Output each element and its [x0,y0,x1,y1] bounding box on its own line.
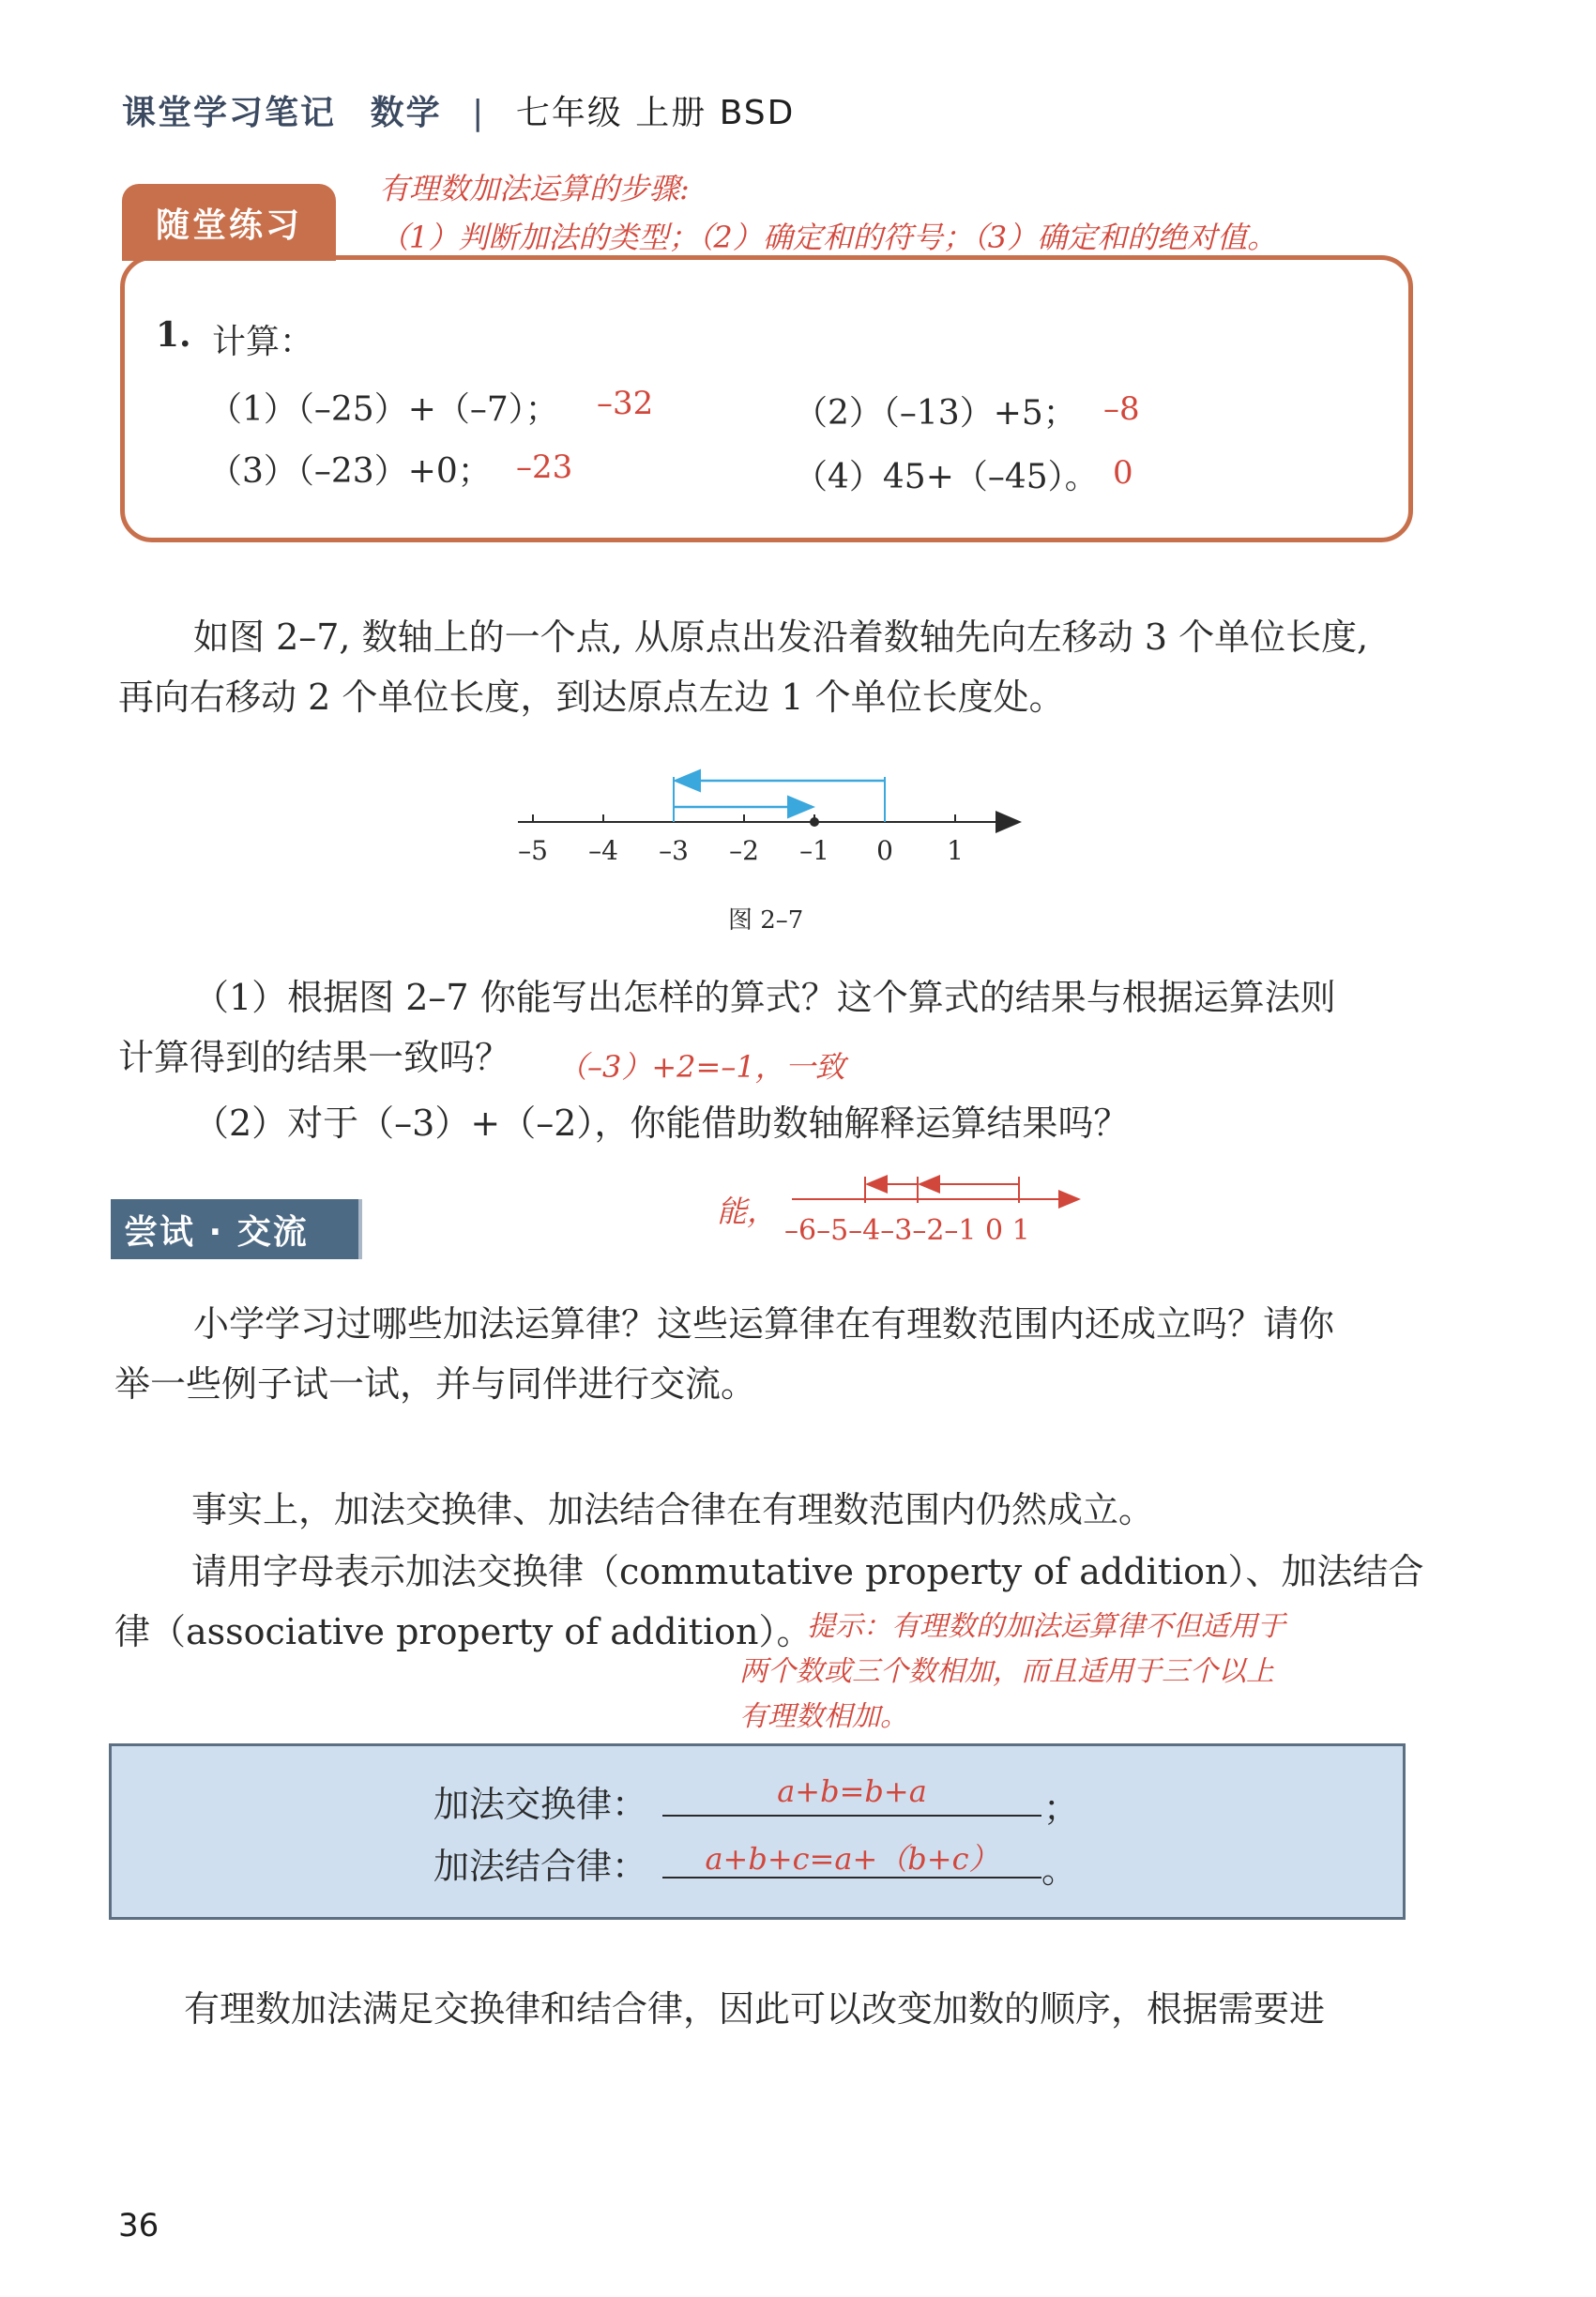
steps-note-body: （1）判断加法的类型；（2）确定和的符号；（3）确定和的绝对值。 [379,220,1278,255]
tick-label: –2 [729,835,759,866]
tick-label: –4 [588,835,618,866]
exercise-3-expr: （3）（–23）+0； [208,452,492,491]
closing-line: 有理数加法满足交换律和结合律，因此可以改变加数的顺序，根据需要进 [184,1988,1326,2030]
commutative-end: ； [1043,1787,1080,1829]
running-header [122,86,795,134]
associative-end: 。 [1041,1849,1078,1891]
exercise-1-expr: （1）（–25）+（–7）； [208,390,559,429]
grade-label: 七年级 上册 BSD [515,94,796,132]
hint-line-2: 两个数或三个数相加，而且适用于三个以上 [739,1655,1274,1688]
facts-line-1: 事实上，加法交换律、加法结合律在有理数范围内仍然成立。 [191,1489,1155,1530]
commutative-answer: a+b=b+a [777,1773,927,1809]
question-1-line-1: （1）根据图 2–7 你能写出怎样的算式？这个算式的结果与根据运算法则 [193,977,1336,1018]
laws-box [109,1743,1406,1920]
exercise-4-answer: 0 [1113,454,1133,492]
question-1-answer: （–3）+2=–1，一致 [557,1049,845,1085]
book-title: 课堂学习笔记 [122,94,337,132]
associative-blank [662,1835,1041,1879]
handwritten-axis-labels: –6–5–4–3–2–1 0 1 [784,1214,1030,1247]
try-line-2: 举一些例子试一试，并与同伴进行交流。 [114,1363,757,1405]
tick-label: –1 [799,835,829,866]
tick-label: –5 [518,835,548,866]
try-exchange-tab: 尝试 · 交流 [111,1199,358,1259]
practice-tab: 随堂练习 [122,184,336,261]
intro-line-1: 如图 2–7, 数轴上的一个点, 从原点出发沿着数轴先向左移动 3 个单位长度, [193,616,1369,658]
tick-label: 0 [876,835,893,866]
steps-note-title: 有理数加法运算的步骤: [379,171,690,206]
subject-title: 数学 [370,94,442,132]
figure-caption: 图 2–7 [728,906,804,935]
exercise-1-answer: –32 [597,385,654,422]
question-number: 1. [156,315,191,355]
commutative-blank [662,1773,1041,1817]
header-separator: | [472,94,486,132]
associative-label: 加法结合律： [433,1846,648,1887]
exercise-3-answer: –23 [516,449,573,486]
facts-line-3: 律（associative property of addition）。 [114,1611,813,1652]
endpoint-dot [810,817,819,827]
question-2-answer: 能， [717,1194,778,1229]
exercise-4-expr: （4）45+（–45）。 [794,458,1099,496]
hint-line-1: 提示：有理数的加法运算律不但适用于 [807,1610,1285,1643]
question-2: （2）对于（–3）+（–2），你能借助数轴解释运算结果吗？ [193,1103,1130,1144]
hint-line-3: 有理数相加。 [739,1700,908,1733]
tick-label: 1 [947,835,964,866]
exercise-2-answer: –8 [1103,390,1140,428]
handwritten-number-line [786,1167,1087,1212]
tick-label: –3 [659,835,689,866]
associative-answer: a+b+c=a+（b+c） [705,1841,999,1877]
number-line-figure [507,760,1032,873]
intro-line-2: 再向右移动 2 个单位长度，到达原点左边 1 个单位长度处。 [118,677,1065,718]
exercise-2-expr: （2）（–13）+5； [794,394,1077,433]
facts-line-2: 请用字母表示加法交换律（commutative property of addition）、加法结合 [191,1551,1424,1592]
question-text: 计算： [212,323,314,361]
try-line-1: 小学学习过哪些加法运算律？这些运算律在有理数范围内还成立吗？请你 [193,1303,1335,1345]
commutative-label: 加法交换律： [433,1784,648,1825]
question-1-line-2: 计算得到的结果一致吗？ [118,1037,511,1078]
page-number: 36 [118,2207,160,2244]
